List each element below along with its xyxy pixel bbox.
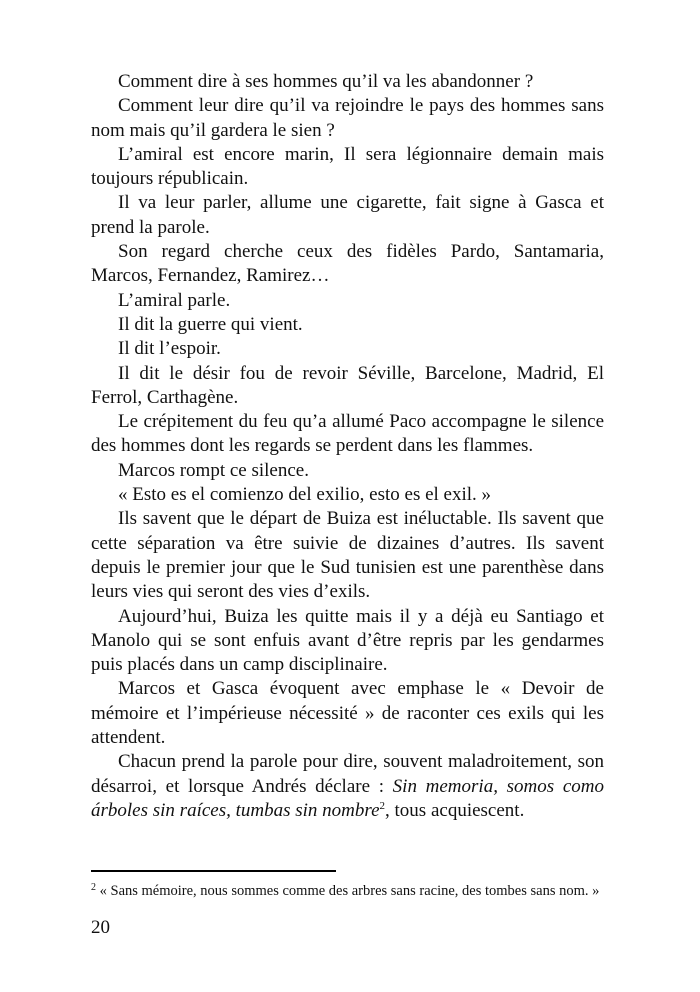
paragraph: Il dit la guerre qui vient. — [118, 313, 303, 335]
paragraph: Son regard cherche ceux des fidèles Pardo, Santamaria, Marcos, Fernandez, Ramirez… — [91, 241, 604, 287]
footnote-reference: 2 — [379, 799, 386, 812]
body-text — [91, 70, 604, 823]
paragraph: Marcos rompt ce silence. — [118, 459, 309, 481]
paragraph: Ils savent que le départ de Buiza est inéluctable. Ils savent que cette séparation va être suivie de dizaines d’autres. Ils savent depuis le premier jour que le Sud tunisien est une parenthèse dans leurs vies qui seront des vies d’exils. — [91, 508, 604, 603]
paragraph: Il dit l’espoir. — [118, 338, 221, 360]
paragraph: Comment dire à ses hommes qu’il va les abandonner ? — [118, 71, 534, 92]
paragraph: Il va leur parler, allume une cigarette, fait signe à Gasca et prend la parole. — [91, 192, 604, 238]
spanish-quote: Sin memoria, somos como árboles sin raíces, tumbas sin nombre — [91, 775, 604, 821]
paragraph: Comment leur dire qu’il va rejoindre le pays des hommes sans nom mais qu’il gardera le sien ? — [91, 95, 604, 141]
page-number: 20 — [91, 917, 110, 938]
paragraph: L’amiral parle. — [118, 289, 231, 311]
footnote-marker: 2 — [91, 882, 96, 893]
footnote-separator — [91, 870, 336, 872]
paragraph: Le crépitement du feu qu’a allumé Paco accompagne le silence des hommes dont les regards se perdent dans les flammes. — [91, 411, 604, 457]
paragraph: Marcos et Gasca évoquent avec emphase le « Devoir de mémoire et l’impérieuse nécessité » de raconter ces exils qui les attendent. — [91, 678, 604, 749]
footnote-text: « Sans mémoire, nous sommes comme des arbres sans racine, des tombes sans nom. » — [96, 883, 600, 899]
paragraph: Aujourd’hui, Buiza les quitte mais il y a déjà eu Santiago et Manolo qui se sont enfuis avant d’être repris par les gendarmes puis placés dans un camp disciplinaire. — [91, 605, 604, 676]
last-paragraph-text: Chacun prend la parole pour dire, souvent maladroitement, son désarroi, et lorsque Andrés déclare : — [91, 751, 604, 797]
footnote — [91, 882, 604, 900]
paragraph: L’amiral est encore marin, Il sera légionnaire demain mais toujours républicain. — [91, 143, 604, 190]
last-paragraph — [91, 750, 604, 823]
paragraph: Il dit le désir fou de revoir Séville, Barcelone, Madrid, El Ferrol, Carthagène. — [91, 362, 604, 408]
last-paragraph-ending: , tous acquiescent. — [385, 799, 525, 821]
paragraph: « Esto es el comienzo del exilio, esto es el exil. » — [118, 484, 492, 506]
